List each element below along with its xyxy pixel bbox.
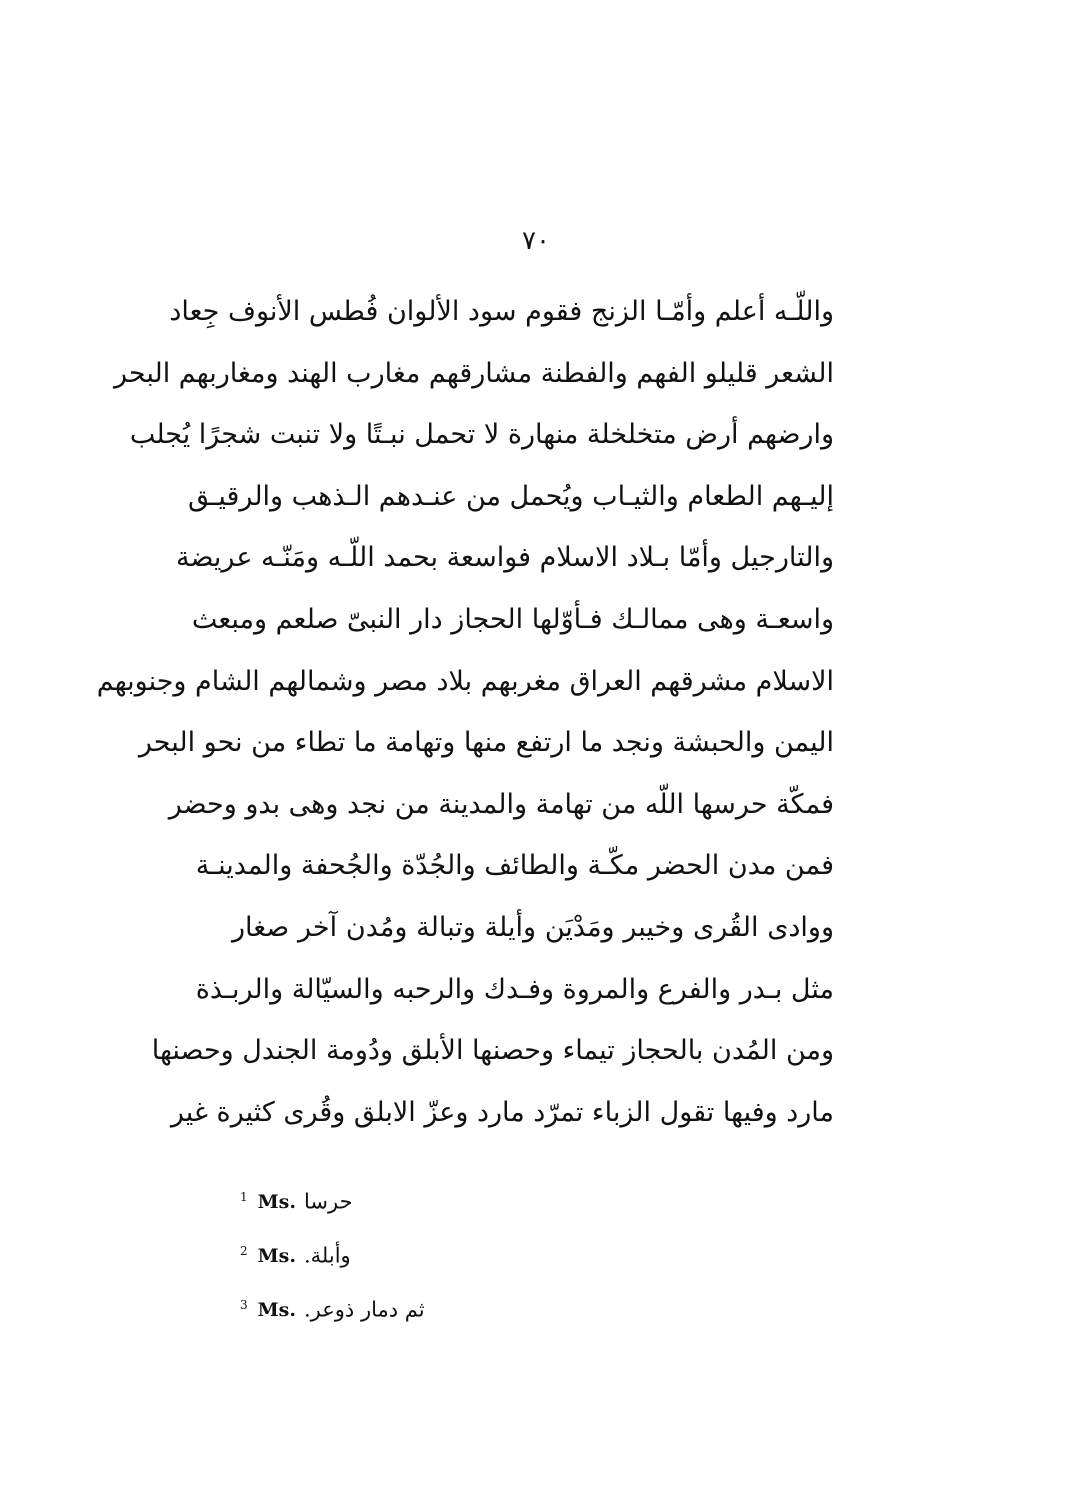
footnote-ms-label: Ms. (257, 1299, 296, 1322)
text-line: اليمن والحبشة ونجد ما ارتفع منها وتهامة ما تطاء من نحو البحر (138, 727, 834, 759)
footnote-marker: 2 (240, 1244, 248, 1258)
text-line: واللّـه أعلم وأمّـا الزنج فقوم سود الألوان فُطس الأنوف جِعاد (169, 296, 834, 327)
text-line: الشعر قليلو الفهم والفطنة مشارقهم مغارب الهند ومغاربهم البحر (114, 357, 834, 389)
text-line: واسعـة وهى ممالـك فـأوّلها الحجاز دار النبىّ صلعم ومبعث (191, 603, 834, 635)
footnote-3 (240, 1290, 640, 1344)
text-line: مارد وفيها تقول الزباء تمرّد مارد وعزّ الابلق وقُرى كثيرة غير (170, 1096, 834, 1128)
text-line: والتارجيل وأمّا بـلاد الاسلام فواسعة بحمد اللّـه ومَنّـه عريضة (176, 542, 834, 574)
footnote-marker: 3 (240, 1298, 248, 1312)
text-line: فمن مدن الحضر مكّـة والطائف والجُدّة والجُحفة والمدينـة (195, 850, 834, 882)
footnote-2 (240, 1236, 640, 1290)
text-line: وارضهم أرض متخلخلة منهارة لا تحمل نبـتًا ولا تنبت شجرًا يُجلب (129, 419, 834, 451)
footnote-1 (240, 1182, 640, 1236)
footnote-ms-label: Ms. (257, 1191, 296, 1214)
page-number: ٧٠ (522, 226, 550, 256)
footnote-marker: 1 (240, 1190, 248, 1204)
footnote-text: حرسا (303, 1189, 353, 1214)
footnote-text: وأبلة. (303, 1243, 351, 1268)
text-line: إليـهم الطعام والثيـاب ويُحمل من عنـدهم الـذهب والرقيـق (187, 480, 834, 512)
body-text (96, 290, 834, 1152)
footnotes (240, 1182, 640, 1344)
text-line: ومن المُدن بالحجاز تيماء وحصنها الأبلق ودُومة الجندل وحصنها (151, 1035, 834, 1067)
text-line: ووادى القُرى وخيبر ومَدْيَن وأيلة وتبالة ومُدن آخر صغار (232, 911, 834, 943)
text-line: فمكّة حرسها اللّه من تهامة والمدينة من نجد وهى بدو وحضر (168, 788, 834, 820)
text-line: الاسلام مشرقهم العراق مغربهم بلاد مصر وشمالهم الشام وجنوبهم (96, 665, 834, 697)
text-line: مثل بـدر والفرع والمروة وفـدك والرحبه والسيّالة والربـذة (195, 973, 834, 1005)
footnote-text: ثم دمار ذوعر. (303, 1297, 425, 1322)
footnote-ms-label: Ms. (257, 1245, 296, 1268)
